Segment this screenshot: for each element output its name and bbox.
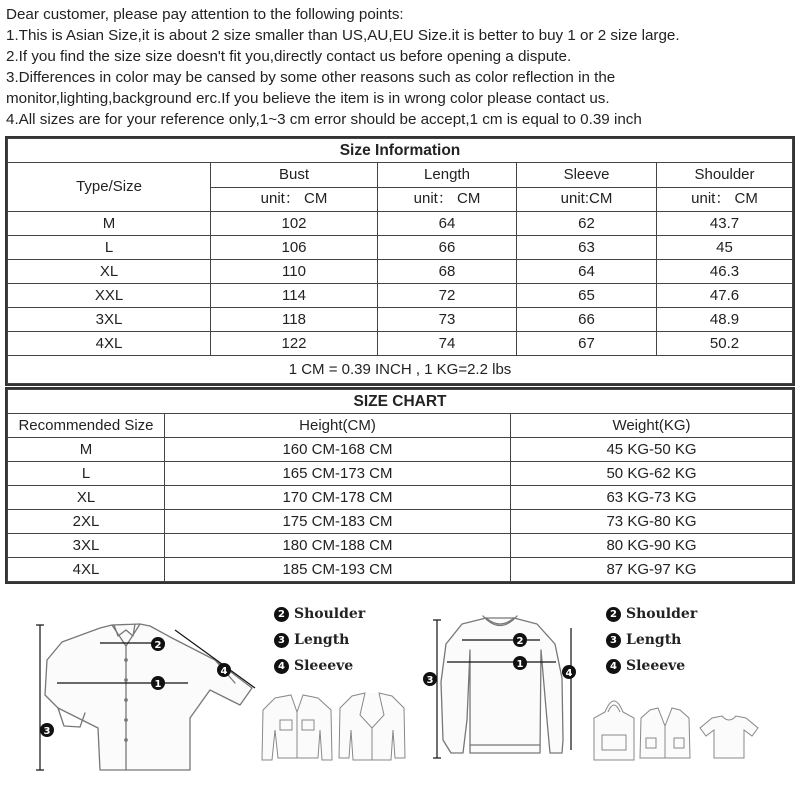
size-cell: XL [8, 260, 211, 284]
size-cell: M [8, 438, 165, 462]
column-header-sleeve: Sleeve [517, 163, 657, 188]
hoodie-icon [594, 701, 634, 760]
sleeve-cell: 62 [517, 212, 657, 236]
svg-text:4: 4 [220, 666, 228, 677]
size-cell: 2XL [8, 510, 165, 534]
column-header-recommended-size: Recommended Size [8, 414, 165, 438]
table-row [8, 308, 793, 332]
shoulder-cell: 45 [657, 236, 793, 260]
length-cell: 68 [378, 260, 517, 284]
size-cell: 3XL [8, 308, 211, 332]
shoulder-cell: 46.3 [657, 260, 793, 284]
size-cell: 4XL [8, 332, 211, 356]
height-cell: 160 CM-168 CM [165, 438, 511, 462]
unit-label: unit： CM [211, 187, 378, 212]
column-header-height: Height(CM) [165, 414, 511, 438]
column-header-bust: Bust [211, 163, 378, 188]
table-row [8, 462, 793, 486]
size-cell: L [8, 462, 165, 486]
blazer-icon [339, 693, 405, 760]
shoulder-cell: 43.7 [657, 212, 793, 236]
length-cell: 64 [378, 212, 517, 236]
legend-item: 3 Length [606, 632, 681, 648]
length-cell: 72 [378, 284, 517, 308]
notice-line: 2.If you find the size size doesn't fit you,directly contact us before opening a dispute. [6, 48, 572, 65]
table-row [8, 260, 793, 284]
sweater-diagram [441, 616, 563, 753]
notice-line: monitor,lighting,background erc.If you believe the item is in wrong color please contact us. [6, 90, 610, 107]
table-row [8, 212, 793, 236]
table-row [8, 332, 793, 356]
column-header-length: Length [378, 163, 517, 188]
sleeve-cell: 63 [517, 236, 657, 260]
measurement-diagrams [0, 600, 800, 800]
weight-cell: 45 KG-50 KG [511, 438, 793, 462]
shoulder-cell: 47.6 [657, 284, 793, 308]
svg-text:2: 2 [154, 640, 162, 651]
notice-line: 4.All sizes are for your reference only,1~3 cm error should be accept,1 cm is equal to 0.39 inch [6, 111, 642, 128]
svg-text:2: 2 [516, 636, 524, 647]
weight-cell: 50 KG-62 KG [511, 462, 793, 486]
weight-cell: 73 KG-80 KG [511, 510, 793, 534]
bust-cell: 118 [211, 308, 378, 332]
legend-item: 2 Shoulder [274, 606, 365, 622]
weight-cell: 63 KG-73 KG [511, 486, 793, 510]
bust-cell: 106 [211, 236, 378, 260]
legend-item: 4 Sleeeve [606, 658, 685, 674]
length-cell: 66 [378, 236, 517, 260]
unit-label: unit： CM [657, 187, 793, 212]
size-cell: M [8, 212, 211, 236]
notice-line: Dear customer, please pay attention to the following points: [6, 6, 404, 23]
sleeve-cell: 66 [517, 308, 657, 332]
legend-item: 2 Shoulder [606, 606, 697, 622]
type-size-header: Type/Size [8, 163, 211, 212]
bust-cell: 102 [211, 212, 378, 236]
height-cell: 180 CM-188 CM [165, 534, 511, 558]
bust-cell: 114 [211, 284, 378, 308]
bust-cell: 110 [211, 260, 378, 284]
shoulder-cell: 50.2 [657, 332, 793, 356]
cardigan-icon [640, 708, 690, 758]
sleeve-cell: 64 [517, 260, 657, 284]
shoulder-cell: 48.9 [657, 308, 793, 332]
unit-label: unit： CM [378, 187, 517, 212]
t-shirt-icon [700, 716, 758, 758]
size-cell: 3XL [8, 534, 165, 558]
table-row [8, 236, 793, 260]
notice-line: 3.Differences in color may be cansed by some other reasons such as color reflection in the [6, 69, 616, 86]
svg-text:3: 3 [43, 726, 51, 737]
svg-text:1: 1 [154, 679, 162, 690]
svg-text:3: 3 [426, 675, 434, 686]
size-information-title: Size Information [8, 139, 793, 163]
length-cell: 73 [378, 308, 517, 332]
table-row [8, 486, 793, 510]
svg-text:4: 4 [565, 668, 573, 679]
size-cell: XL [8, 486, 165, 510]
notice-line: 1.This is Asian Size,it is about 2 size smaller than US,AU,EU Size.it is better to buy 1 or 2 size large. [6, 27, 680, 44]
notice-text [6, 4, 796, 130]
shirt-diagram [45, 624, 252, 770]
size-cell: L [8, 236, 211, 260]
legend-item: 3 Length [274, 632, 349, 648]
legend-item: 4 Sleeeve [274, 658, 353, 674]
weight-cell: 80 KG-90 KG [511, 534, 793, 558]
height-cell: 165 CM-173 CM [165, 462, 511, 486]
conversion-note: 1 CM = 0.39 INCH , 1 KG=2.2 lbs [8, 356, 793, 384]
table-row [8, 558, 793, 582]
height-cell: 185 CM-193 CM [165, 558, 511, 582]
svg-text:1: 1 [516, 659, 524, 670]
table-row [8, 510, 793, 534]
table-row [8, 534, 793, 558]
bust-cell: 122 [211, 332, 378, 356]
size-cell: XXL [8, 284, 211, 308]
size-chart-title: SIZE CHART [8, 390, 793, 414]
length-cell: 74 [378, 332, 517, 356]
height-cell: 175 CM-183 CM [165, 510, 511, 534]
column-header-weight: Weight(KG) [511, 414, 793, 438]
unit-label: unit:CM [517, 187, 657, 212]
table-row [8, 438, 793, 462]
size-chart-table [5, 387, 795, 584]
height-cell: 170 CM-178 CM [165, 486, 511, 510]
table-row [8, 284, 793, 308]
sleeve-cell: 65 [517, 284, 657, 308]
denim-jacket-icon [262, 695, 332, 760]
weight-cell: 87 KG-97 KG [511, 558, 793, 582]
column-header-shoulder: Shoulder [657, 163, 793, 188]
size-information-table [5, 136, 795, 386]
size-cell: 4XL [8, 558, 165, 582]
sleeve-cell: 67 [517, 332, 657, 356]
